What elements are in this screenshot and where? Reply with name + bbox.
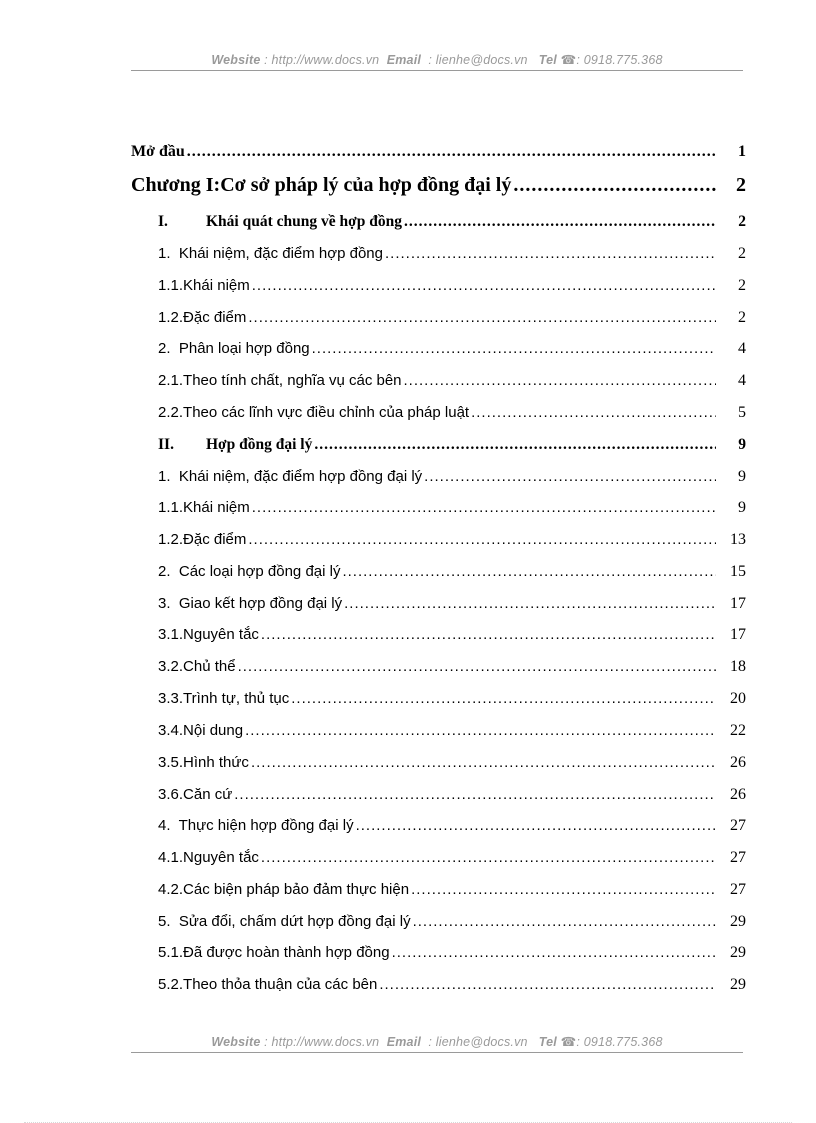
- toc-title: Sửa đổi, chấm dứt hợp đồng đại lý: [178, 913, 411, 930]
- telephone-icon: ☎: [560, 1035, 577, 1049]
- toc-title: Theo tính chất, nghĩa vụ các bên: [183, 372, 402, 389]
- toc-entry[interactable]: [158, 944, 746, 962]
- tel-value: : 0918.775.368: [576, 53, 663, 67]
- toc-page: 22: [730, 722, 746, 739]
- website-label: Website: [211, 1035, 261, 1049]
- toc-page: 27: [730, 817, 746, 834]
- toc-title: Thực hiện hợp đồng đại lý: [178, 817, 354, 834]
- toc-page: 26: [730, 754, 746, 771]
- toc-page: 2: [736, 174, 746, 196]
- toc-page: 9: [738, 499, 746, 516]
- website-link[interactable]: : http://www.docs.vn: [264, 1035, 380, 1049]
- toc-prefix: 5.: [158, 913, 171, 930]
- toc-entry[interactable]: [158, 754, 746, 772]
- toc-entry[interactable]: [158, 786, 746, 804]
- toc-prefix: 3.2.: [158, 658, 184, 675]
- toc-entry[interactable]: [158, 722, 746, 740]
- toc-prefix: 2.: [158, 563, 171, 580]
- toc-prefix: 1.1.: [158, 277, 184, 294]
- toc-leader: [513, 174, 716, 197]
- toc-prefix: II.: [158, 436, 174, 453]
- toc-prefix: 1.1.: [158, 499, 184, 516]
- toc-page: 2: [738, 277, 746, 294]
- website-link[interactable]: : http://www.docs.vn: [264, 53, 380, 67]
- toc-page: 2: [738, 213, 746, 230]
- footer-rule: [131, 1052, 743, 1053]
- toc-page: 2: [738, 309, 746, 326]
- toc-entry[interactable]: [158, 309, 746, 327]
- header-rule: [131, 70, 743, 71]
- toc-entry-section-I[interactable]: [158, 213, 746, 231]
- toc-leader: [261, 849, 716, 866]
- toc-prefix: 3.3.: [158, 690, 184, 707]
- toc-prefix: 3.5.: [158, 754, 184, 771]
- toc-title: Nguyên tắc: [183, 849, 259, 866]
- toc-leader: [251, 754, 716, 771]
- toc-entry[interactable]: [158, 499, 746, 517]
- toc-entry[interactable]: [158, 245, 746, 263]
- toc-entry-section-II[interactable]: [158, 436, 746, 454]
- toc-entry[interactable]: [158, 913, 746, 931]
- toc-leader: [471, 404, 716, 421]
- toc-page: 29: [730, 944, 746, 961]
- toc-prefix: 5.2.: [158, 976, 184, 993]
- toc-page: 15: [730, 563, 746, 580]
- toc-entry[interactable]: [158, 404, 746, 422]
- toc-leader: [314, 436, 716, 454]
- toc-page: 26: [730, 786, 746, 803]
- toc-entry[interactable]: [158, 277, 746, 295]
- toc-page: 20: [730, 690, 746, 707]
- toc-page: 17: [730, 626, 746, 643]
- toc-prefix: 2.2.: [158, 404, 184, 421]
- toc-title: Phân loại hợp đồng: [178, 340, 310, 357]
- toc-entry[interactable]: [158, 531, 746, 549]
- tel-value: : 0918.775.368: [576, 1035, 663, 1049]
- toc-prefix: I.: [158, 213, 168, 230]
- toc-leader: [245, 722, 716, 739]
- toc-leader: [252, 277, 716, 294]
- toc-leader: [248, 531, 716, 548]
- toc-prefix: 3.1.: [158, 626, 184, 643]
- toc-page: 29: [730, 976, 746, 993]
- toc-prefix: 2.1.: [158, 372, 184, 389]
- toc-entry[interactable]: [158, 690, 746, 708]
- toc-page: 9: [738, 436, 746, 453]
- toc-title: Chủ thể: [183, 658, 236, 675]
- toc-entry[interactable]: [158, 849, 746, 867]
- toc-title: Đã được hoàn thành hợp đồng: [183, 944, 390, 961]
- toc-title: Mở đầu: [131, 143, 185, 160]
- toc-prefix: 3.6.: [158, 786, 184, 803]
- toc-title: Hợp đồng đại lý: [206, 436, 313, 453]
- toc-page: 27: [730, 881, 746, 898]
- toc-leader: [424, 468, 716, 485]
- toc-prefix: 4.2.: [158, 881, 184, 898]
- toc-title: Đặc điểm: [183, 309, 247, 326]
- toc-page: 29: [730, 913, 746, 930]
- toc-page: 4: [738, 372, 746, 389]
- toc-prefix: 1.2.: [158, 309, 184, 326]
- toc-page: 17: [730, 595, 746, 612]
- toc-leader: [404, 213, 716, 231]
- toc-entry[interactable]: [158, 563, 746, 581]
- toc-leader: [392, 944, 716, 961]
- toc-title: Chương I:Cơ sở pháp lý của hợp đồng đại lý: [131, 174, 512, 196]
- toc-leader: [238, 658, 716, 675]
- toc-page: 1: [738, 143, 746, 160]
- toc-entry[interactable]: [158, 595, 746, 613]
- toc-leader: [342, 563, 716, 580]
- page-footer: [131, 1034, 743, 1049]
- toc-entry[interactable]: [158, 372, 746, 390]
- toc-title: Khái niệm: [183, 277, 250, 294]
- toc-page: 4: [738, 340, 746, 357]
- toc-entry[interactable]: [158, 468, 746, 486]
- toc-title: Đặc điểm: [183, 531, 247, 548]
- toc-title: Giao kết hợp đồng đại lý: [178, 595, 343, 612]
- tel-label: Tel: [538, 53, 557, 67]
- toc-page: 5: [738, 404, 746, 421]
- toc-title: Căn cứ: [183, 786, 233, 803]
- email-label: Email: [386, 53, 422, 67]
- toc-prefix: 1.2.: [158, 531, 184, 548]
- toc-prefix: 2.: [158, 340, 171, 357]
- toc-leader: [248, 309, 716, 326]
- toc-leader: [413, 913, 716, 930]
- toc-page: 27: [730, 849, 746, 866]
- email-label: Email: [386, 1035, 422, 1049]
- toc-leader: [187, 143, 716, 161]
- toc-leader: [411, 881, 716, 898]
- toc-title: Khái niệm: [183, 499, 250, 516]
- toc-entry[interactable]: [158, 817, 746, 835]
- toc-page: 2: [738, 245, 746, 262]
- toc-entry[interactable]: [158, 658, 746, 676]
- toc-leader: [385, 245, 716, 262]
- toc-prefix: 5.1.: [158, 944, 184, 961]
- toc-leader: [312, 340, 716, 357]
- toc-title: Nguyên tắc: [183, 626, 259, 643]
- toc-entry-chapter-1[interactable]: [131, 174, 746, 197]
- toc-title: Trình tự, thủ tục: [183, 690, 290, 707]
- toc-leader: [344, 595, 716, 612]
- toc-title: Khái niệm, đặc điểm hợp đồng đại lý: [178, 468, 423, 485]
- toc-entry[interactable]: [158, 881, 746, 899]
- toc-entry[interactable]: [158, 626, 746, 644]
- toc-page: 13: [730, 531, 746, 548]
- toc-leader: [261, 626, 716, 643]
- toc-prefix: 1.: [158, 245, 171, 262]
- toc-entry[interactable]: [158, 340, 746, 358]
- toc-title: Theo các lĩnh vực điều chỉnh của pháp luật: [183, 404, 470, 421]
- toc-prefix: 1.: [158, 468, 171, 485]
- website-label: Website: [211, 53, 261, 67]
- toc-prefix: 4.: [158, 817, 171, 834]
- toc-leader: [234, 786, 716, 803]
- toc-title: Nội dung: [183, 722, 244, 739]
- toc-entry-intro[interactable]: [131, 143, 746, 161]
- toc-leader: [379, 976, 716, 993]
- email-link[interactable]: : lienhe@docs.vn: [428, 53, 528, 67]
- toc-page: 9: [738, 468, 746, 485]
- toc-title: Hình thức: [183, 754, 249, 771]
- toc-prefix: 4.1.: [158, 849, 184, 866]
- toc-prefix: 3.: [158, 595, 171, 612]
- toc-title: Khái niệm, đặc điểm hợp đồng: [178, 245, 383, 262]
- toc-leader: [291, 690, 716, 707]
- toc-page: 18: [730, 658, 746, 675]
- toc-entry[interactable]: [158, 976, 746, 994]
- toc-leader: [356, 817, 716, 834]
- toc-leader: [252, 499, 716, 516]
- email-link[interactable]: : lienhe@docs.vn: [428, 1035, 528, 1049]
- tel-label: Tel: [538, 1035, 557, 1049]
- telephone-icon: ☎: [560, 53, 577, 67]
- toc-leader: [404, 372, 716, 389]
- toc-title: Các loại hợp đồng đại lý: [178, 563, 341, 580]
- toc-title: Khái quát chung về hợp đồng: [206, 213, 402, 230]
- toc-title: Các biện pháp bảo đảm thực hiện: [183, 881, 410, 898]
- page-header: [131, 52, 743, 67]
- toc-prefix: 3.4.: [158, 722, 184, 739]
- toc-title: Theo thỏa thuận của các bên: [183, 976, 378, 993]
